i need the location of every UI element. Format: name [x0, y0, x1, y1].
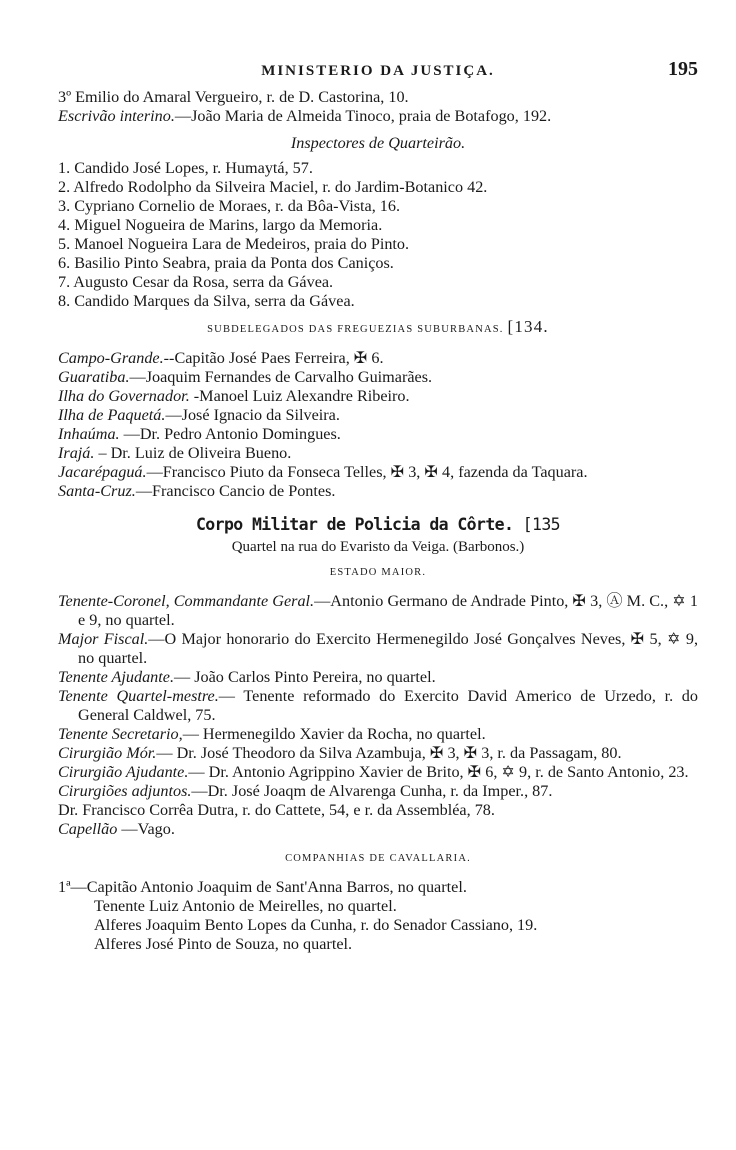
- corpo-title-text: Corpo Militar de Policia da Côrte.: [195, 515, 514, 534]
- subdelegados-heading-text: SUBDELEGADOS DAS FREGUEZIAS SUBURBANAS.: [207, 324, 504, 335]
- item-text: – Dr. Luiz de Oliveira Bueno.: [94, 444, 292, 462]
- list-item: 3. Cypriano Cornelio de Moraes, r. da Bôa-Vista, 16.: [58, 197, 401, 215]
- list-item: 1. Candido José Lopes, r. Humaytá, 57.: [58, 159, 313, 177]
- list-item: Alferes José Pinto de Souza, no quartel.: [94, 935, 353, 953]
- item-text: — Dr. Antonio Agrippino Xavier de Brito, ✠ 6, ✡ 9, r. de Santo Antonio, 23.: [188, 763, 689, 781]
- item-label: Capellão: [58, 820, 118, 838]
- item-text: — João Carlos Pinto Pereira, no quartel.: [174, 668, 436, 686]
- item-label: Ilha do Governador.: [58, 387, 190, 405]
- item-label: Tenente Ajudante.: [58, 668, 174, 686]
- list-item: [58, 482, 698, 501]
- list-item: 8. Candido Marques da Silva, serra da Gávea.: [58, 292, 355, 310]
- running-title: MINISTERIO DA JUSTIÇA.: [261, 63, 495, 79]
- escrivao-text: —João Maria de Almeida Tinoco, praia de Botafogo, 192.: [174, 107, 552, 125]
- item-label: Major Fiscal.: [58, 630, 149, 648]
- intro-line: 3º Emilio do Amaral Vergueiro, r. de D. Castorina, 10.: [58, 88, 409, 106]
- list-item: [58, 406, 698, 425]
- item-label: Inhaúma.: [58, 425, 120, 443]
- estado-list: [58, 592, 698, 839]
- item-label: Santa-Cruz.: [58, 482, 136, 500]
- page-number: 195: [668, 58, 698, 80]
- list-item: [58, 725, 698, 744]
- list-item: [58, 687, 698, 725]
- list-item: 2. Alfredo Rodolpho da Silveira Maciel, r. do Jardim-Botanico 42.: [58, 178, 488, 196]
- item-label: Campo-Grande.: [58, 349, 164, 367]
- list-item: [58, 444, 698, 463]
- item-label: Jacarépaguá.: [58, 463, 147, 481]
- cavallaria-heading: COMPANHIAS DE CAVALLARIA.: [285, 853, 471, 864]
- item-label: Cirurgiões adjuntos.: [58, 782, 192, 800]
- item-text: — Dr. José Theodoro da Silva Azambuja, ✠ 3, ✠ 3, r. da Passagam, 80.: [156, 744, 622, 762]
- section-number: [135: [522, 515, 561, 534]
- list-item: [58, 878, 698, 897]
- list-item: [58, 782, 698, 801]
- list-item: 6. Basilio Pinto Seabra, praia da Ponta dos Caniços.: [58, 254, 394, 272]
- corpo-title: [58, 515, 698, 534]
- item-label: Tenente-Coronel, Commandante Geral.: [58, 592, 315, 610]
- list-item: [58, 630, 698, 668]
- item-text: —José Ignacio da Silveira.: [165, 406, 340, 424]
- list-item: [58, 763, 698, 782]
- escrivao-label: Escrivão interino.: [58, 107, 175, 125]
- item-text: — Tenente reformado do Exercito David Americo de Urzedo, r. do General Caldwel, 75.: [78, 687, 698, 724]
- item-text: — Hermenegildo Xavier da Rocha, no quartel.: [182, 725, 486, 743]
- subdelegados-heading: [58, 317, 698, 339]
- item-text: Capitão Antonio Joaquim de Sant'Anna Barros, no quartel.: [86, 878, 467, 896]
- inspectores-heading: Inspectores de Quarteirão.: [290, 134, 466, 152]
- item-text: —Francisco Piuto da Fonseca Telles, ✠ 3, ✠ 4, fazenda da Taquara.: [146, 463, 588, 481]
- list-item: 7. Augusto Cesar da Rosa, serra da Gávea.: [58, 273, 334, 291]
- item-label: Guaratiba.: [58, 368, 130, 386]
- item-text: --Capitão José Paes Ferreira, ✠ 6.: [163, 349, 384, 367]
- list-item: [58, 425, 698, 444]
- item-text: —Antonio Germano de Andrade Pinto, ✠ 3, Ⓐ M. C., ✡ 1 e 9, no quartel.: [78, 592, 698, 629]
- corpo-subtitle: Quartel na rua do Evaristo da Veiga. (Barbonos.): [231, 539, 525, 555]
- item-text: —Vago.: [117, 820, 175, 838]
- list-item: 4. Miguel Nogueira de Marins, largo da Memoria.: [58, 216, 383, 234]
- list-item: [58, 368, 698, 387]
- list-item: [58, 387, 698, 406]
- item-label: Cirurgião Ajudante.: [58, 763, 189, 781]
- company-prefix: 1ª—: [58, 878, 87, 896]
- escrivao-line: [58, 107, 698, 126]
- item-text: Dr. Francisco Corrêa Dutra, r. do Cattete, 54, e r. da Assembléa, 78.: [58, 801, 495, 819]
- list-item: 5. Manoel Nogueira Lara de Medeiros, praia do Pinto.: [58, 235, 410, 253]
- item-label: Tenente Quartel-mestre.: [58, 687, 219, 705]
- item-text: —O Major honorario do Exercito Hermenegildo José Gonçalves Neves, ✠ 5, ✡ 9, no quartel.: [78, 630, 698, 667]
- item-text: —Joaquim Fernandes de Carvalho Guimarães.: [129, 368, 433, 386]
- inspectores-list: [58, 159, 698, 311]
- item-text: -Manoel Luiz Alexandre Ribeiro.: [189, 387, 410, 405]
- list-item: [58, 463, 698, 482]
- item-label: Cirurgião Mór.: [58, 744, 157, 762]
- list-item: [58, 801, 698, 820]
- item-text: —Dr. José Joaqm de Alvarenga Cunha, r. da Imper., 87.: [191, 782, 553, 800]
- list-item: [58, 668, 698, 687]
- document-page: [58, 58, 698, 954]
- list-item: [58, 744, 698, 763]
- cavallaria-list: [58, 878, 698, 954]
- list-item: [58, 592, 698, 630]
- item-text: —Dr. Pedro Antonio Domingues.: [119, 425, 341, 443]
- estado-heading: ESTADO MAIOR.: [329, 567, 427, 578]
- item-label: Tenente Secretario,: [58, 725, 183, 743]
- item-label: Ilha de Paquetá.: [58, 406, 166, 424]
- item-text: —Francisco Cancio de Pontes.: [135, 482, 336, 500]
- list-item: Alferes Joaquim Bento Lopes da Cunha, r. do Senador Cassiano, 19.: [94, 916, 538, 934]
- item-label: Irajá.: [58, 444, 95, 462]
- subdelegados-list: [58, 349, 698, 501]
- section-number: [134.: [507, 317, 549, 336]
- list-item: [58, 820, 698, 839]
- list-item: [58, 349, 698, 368]
- list-item: Tenente Luiz Antonio de Meirelles, no quartel.: [94, 897, 397, 915]
- page-header: [58, 58, 698, 88]
